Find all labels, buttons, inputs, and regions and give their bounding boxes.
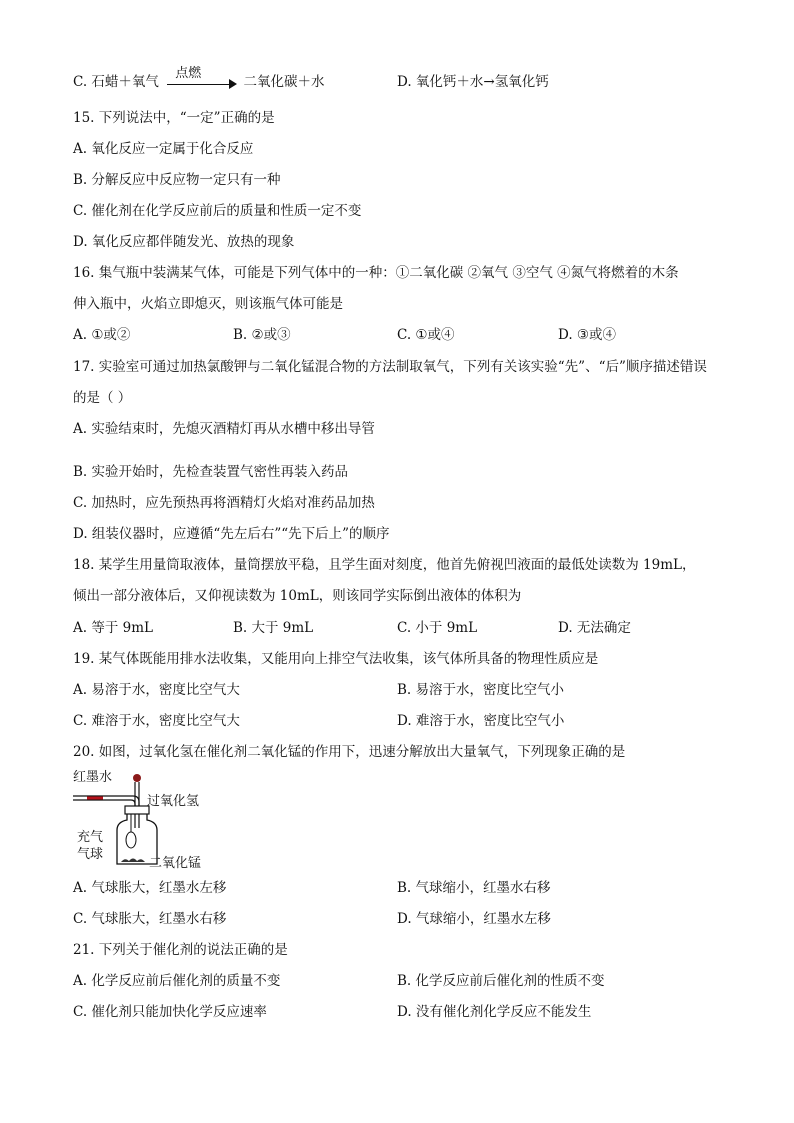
q17-stem-line1: 17. 实验室可通过加热氯酸钾与二氧化锰混合物的方法制取氧气，下列有关该实验“先”、“后”顺序描述错误: [73, 359, 707, 375]
q14-option-c-right: 二氧化碳＋水: [243, 74, 325, 90]
label-manganese-dioxide: 二氧化锰: [149, 856, 202, 871]
q18-stem-line2: 倾出一部分液体后，又仰视读数为 10mL，则该同学实际倒出液体的体积为: [73, 588, 522, 604]
q21-option-a: A. 化学反应前后催化剂的质量不变: [73, 973, 281, 989]
label-balloon-line2: 气球: [77, 847, 104, 862]
label-red-ink: 红墨水: [73, 770, 113, 785]
q16-stem-line2: 伸入瓶中，火焰立即熄灭，则该瓶气体可能是: [73, 296, 343, 312]
q21-option-c: C. 催化剂只能加快化学反应速率: [73, 1004, 267, 1020]
q20-option-a: A. 气球胀大，红墨水左移: [73, 880, 227, 896]
q17-option-b: B. 实验开始时，先检查装置气密性再装入药品: [73, 464, 349, 480]
q19-option-d: D. 难溶于水，密度比空气小: [397, 713, 565, 729]
q18-option-b: B. 大于 9mL: [233, 620, 314, 636]
q20-option-d: D. 气球缩小，红墨水左移: [397, 911, 551, 927]
q19-option-c: C. 难溶于水，密度比空气大: [73, 713, 240, 729]
q21-option-d: D. 没有催化剂化学反应不能发生: [397, 1004, 592, 1020]
q15-stem: 15. 下列说法中，“一定”正确的是: [73, 110, 275, 126]
q18-option-a: A. 等于 9mL: [73, 620, 153, 636]
q15-option-b: B. 分解反应中反应物一定只有一种: [73, 172, 281, 188]
q20-stem: 20. 如图，过氧化氢在催化剂二氧化锰的作用下，迅速分解放出大量氧气，下列现象正确的是: [73, 744, 626, 760]
q21-stem: 21. 下列关于催化剂的说法正确的是: [73, 942, 288, 958]
q15-option-a: A. 氧化反应一定属于化合反应: [73, 141, 254, 157]
q18-option-c: C. 小于 9mL: [397, 620, 478, 636]
q16-option-b: B. ②或③: [233, 327, 291, 343]
q15-option-c: C. 催化剂在化学反应前后的质量和性质一定不变: [73, 203, 362, 219]
q14-option-c-left: C. 石蜡＋氧气: [73, 74, 159, 90]
q17-option-c: C. 加热时，应先预热再将酒精灯火焰对准药品加热: [73, 495, 375, 511]
q18-option-d: D. 无法确定: [558, 620, 631, 636]
q19-stem: 19. 某气体既能用排水法收集，又能用向上排空气法收集，该气体所具备的物理性质应是: [73, 651, 599, 667]
reaction-condition: 点燃: [175, 65, 202, 81]
q18-stem-line1: 18. 某学生用量筒取液体，量筒摆放平稳，且学生面对刻度，他首先俯视凹液面的最低处读数为 19mL，: [73, 557, 696, 573]
q14-option-c: [73, 65, 325, 93]
q17-stem-line2: 的是（ ）: [73, 390, 132, 406]
q15-option-d: D. 氧化反应都伴随发光、放热的现象: [73, 234, 295, 250]
q19-option-b: B. 易溶于水，密度比空气小: [397, 682, 565, 698]
apparatus-figure: [73, 768, 233, 871]
q19-option-a: A. 易溶于水，密度比空气大: [73, 682, 240, 698]
q20-option-b: B. 气球缩小，红墨水右移: [397, 880, 551, 896]
reaction-arrow: [165, 65, 237, 93]
label-hydrogen-peroxide: 过氧化氢: [147, 794, 200, 809]
q16-option-d: D. ③或④: [558, 327, 617, 343]
q16-option-c: C. ①或④: [397, 327, 455, 343]
label-balloon-line1: 充气: [77, 830, 104, 845]
q21-option-b: B. 化学反应前后催化剂的性质不变: [397, 973, 605, 989]
q20-option-c: C. 气球胀大，红墨水右移: [73, 911, 227, 927]
q17-option-a: A. 实验结束时，先熄灭酒精灯再从水槽中移出导管: [73, 421, 375, 437]
q16-option-a: A. ①或②: [73, 327, 131, 343]
q17-option-d: D. 组装仪器时，应遵循“先左后右”“先下后上”的顺序: [73, 526, 390, 542]
q16-stem-line1: 16. 集气瓶中装满某气体，可能是下列气体中的一种：①二氧化碳 ②氧气 ③空气 ④氮气将燃着的木条: [73, 265, 679, 281]
q14-option-d: D. 氧化钙＋水→氢氧化钙: [397, 74, 549, 90]
